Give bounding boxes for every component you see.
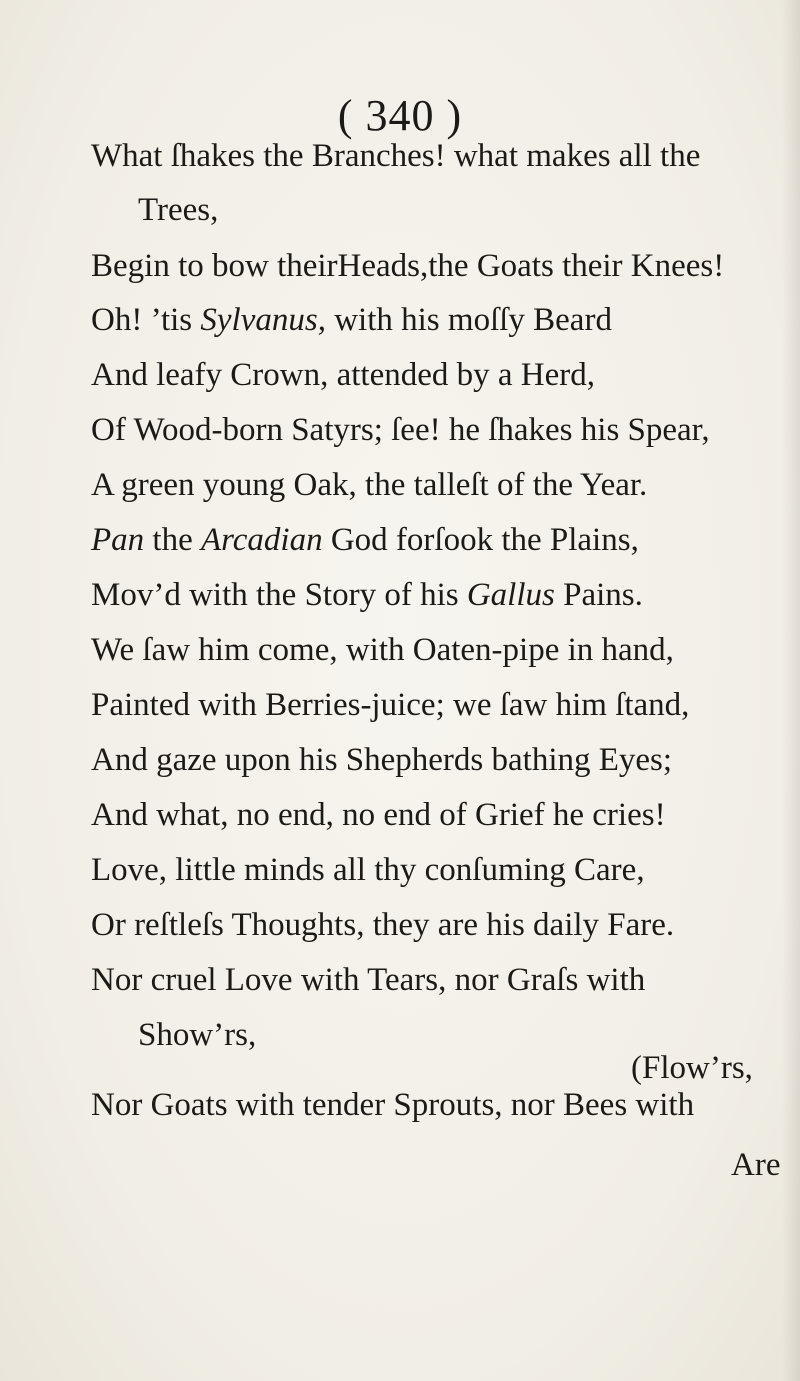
word-arcadian: Arcadian	[201, 522, 323, 558]
name-pan: Pan	[91, 522, 145, 558]
verse-line-19: Nor Goats with tender Sprouts, nor Bees with	[91, 1087, 695, 1123]
catchword: Are	[731, 1147, 781, 1183]
name-sylvanus: Sylvanus,	[200, 302, 326, 338]
verse-line-14: Love, little minds all thy conſuming Care,	[91, 852, 645, 888]
verse-line-18: (Flow’rs,	[631, 1050, 753, 1086]
verse-line-4: Oh! ’tis Sylvanus, with his moſſy Beard	[91, 302, 612, 338]
verse-line-11: Painted with Berries-juice; we ſaw him ſtand,	[91, 687, 690, 723]
verse-line-8: Pan the Arcadian God forſook the Plains,	[91, 522, 639, 558]
verse-line-10: We ſaw him come, with Oaten-pipe in hand,	[91, 632, 674, 668]
verse-line-12: And gaze upon his Shepherds bathing Eyes;	[91, 742, 673, 778]
verse-line-16: Nor cruel Love with Tears, nor Graſs with	[91, 962, 646, 998]
verse-line-5: And leafy Crown, attended by a Herd,	[91, 357, 596, 393]
verse-line-13: And what, no end, no end of Grief he cries!	[91, 797, 666, 833]
verse-line-3: Begin to bow theirHeads,the Goats their Knees!	[91, 248, 725, 284]
verse-line-9: Mov’d with the Story of his Gallus Pains.	[91, 577, 643, 613]
verse-line-6: Of Wood-born Satyrs; ſee! he ſhakes his Spear,	[91, 412, 710, 448]
name-gallus: Gallus	[466, 577, 555, 613]
verse-line-15: Or reſtleſs Thoughts, they are his daily Fare.	[91, 907, 675, 943]
verse-line-7: A green young Oak, the talleſt of the Year.	[91, 467, 648, 503]
page-edge-shadow	[782, 0, 800, 1381]
verse-line-17: Show’rs,	[138, 1017, 257, 1053]
page-number: ( 340 )	[337, 91, 463, 140]
verse-line-2: Trees,	[138, 192, 219, 228]
page-number-header	[0, 90, 800, 141]
verse-line-1: What ſhakes the Branches! what makes all the	[91, 138, 701, 174]
